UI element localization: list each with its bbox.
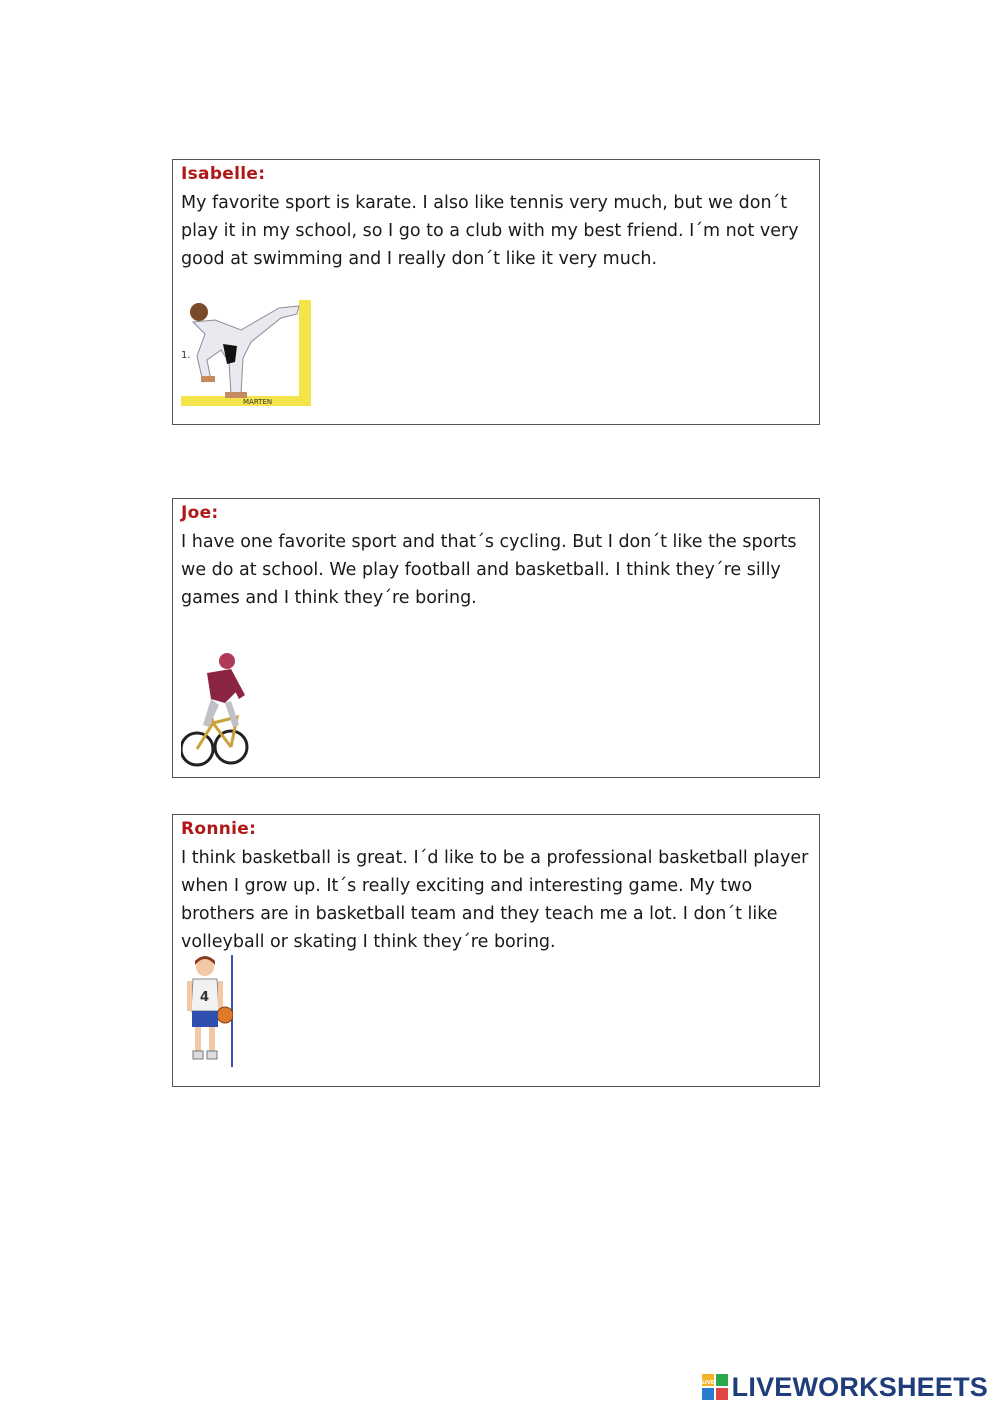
card-text: I think basketball is great. I´d like to be a professional basketball player when I grow up. It´s really exciting and interesting game. My two brothers are in basketball team and they teach me a lot. I don´t like volleyball or skating I think they´re boring. — [181, 848, 809, 952]
image-caption: 1. — [181, 350, 191, 361]
live-logo-icon — [702, 1374, 728, 1400]
cyclist-image — [181, 643, 253, 777]
logo-letters: LIVE — [701, 1380, 714, 1386]
basketball-player-image — [179, 955, 233, 1067]
card-name: Ronnie: — [181, 819, 257, 839]
brand-wordmark: LIVEWORKSHEETS — [731, 1371, 988, 1402]
card-text: My favorite sport is karate. I also like tennis very much, but we don´t play it in my school, so I go to a club with my best friend. I´m not very good at swimming and I really don´t like it very much. — [181, 193, 799, 269]
card-isabelle — [172, 159, 820, 425]
card-name: Joe: — [181, 503, 219, 523]
card-ronnie — [172, 814, 820, 1087]
jersey-number: 4 — [200, 990, 210, 1005]
liveworksheets-logo[interactable] — [702, 1372, 988, 1402]
card-joe — [172, 498, 820, 778]
karate-image — [181, 300, 311, 406]
card-name: Isabelle: — [181, 164, 266, 184]
card-text: I have one favorite sport and that´s cycling. But I don´t like the sports we do at school. We play football and basketball. I think they´re silly games and I think they´re boring. — [181, 532, 797, 608]
image-label: MARTEN — [243, 398, 273, 406]
